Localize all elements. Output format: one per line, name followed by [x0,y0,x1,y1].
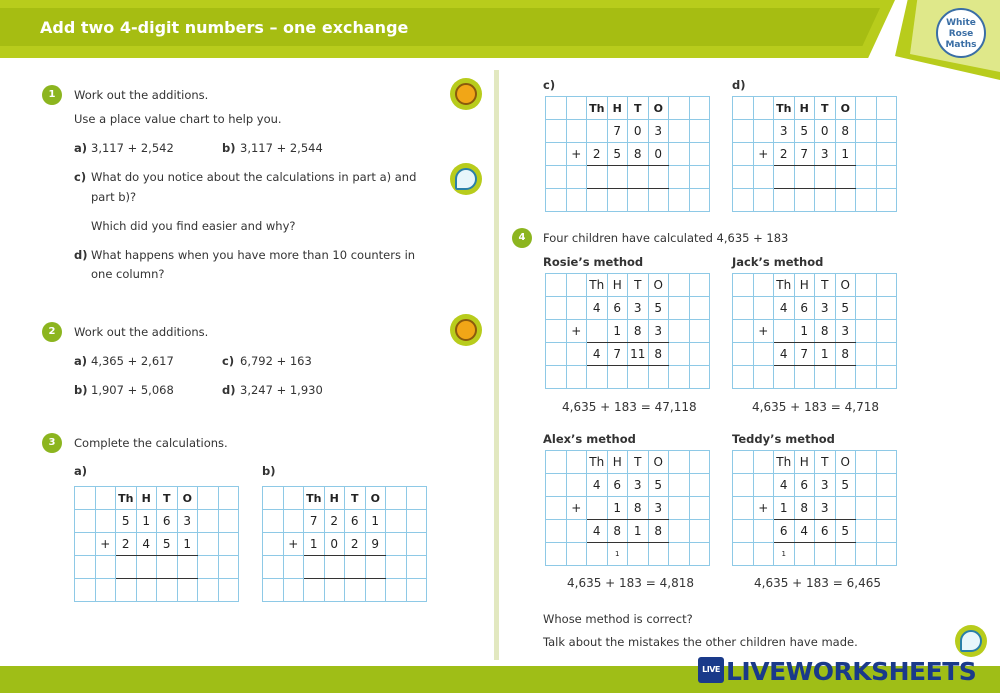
discussion-icon [955,625,987,657]
header-t: T [815,451,836,474]
q1c-label: c) [74,170,87,184]
plus-sign: + [283,533,304,556]
header-h: H [607,451,628,474]
digit-cell: 1 [774,497,795,520]
digit-cell: 1 [365,510,386,533]
header-o: O [365,487,386,510]
digit-cell: 4 [587,474,608,497]
question-3-number: 3 [42,433,62,453]
logo-line-3: Maths [945,40,977,50]
page-title: Add two 4-digit numbers – one exchange [40,18,409,37]
result-cell: 4 [587,520,608,543]
result-cell: 1 [628,520,649,543]
digit-cell: 4 [587,297,608,320]
result-cell: 4 [794,520,815,543]
digit-cell: 2 [345,533,366,556]
q2c-text: 6,792 + 163 [240,354,312,368]
digit-cell: 6 [157,510,178,533]
header-h: H [607,97,628,120]
q3a-place-value-grid [74,486,239,602]
header-th: Th [774,274,795,297]
digit-cell: 6 [607,474,628,497]
q1b-text: 3,117 + 2,544 [240,141,323,155]
q1d-line2: one column? [91,267,165,281]
result-cell: 4 [774,343,795,366]
header-th: Th [587,274,608,297]
header-h: H [324,487,345,510]
digit-cell: 4 [774,297,795,320]
digit-cell: 6 [794,297,815,320]
digit-cell: 8 [815,320,836,343]
carry-cell [774,366,795,389]
digit-cell: 1 [177,533,198,556]
digit-cell: 1 [835,143,856,166]
header-o: O [648,97,669,120]
answer-cell[interactable] [304,556,325,579]
plus-sign: + [566,143,587,166]
q3b-label: b) [262,464,276,478]
jack-equation: 4,635 + 183 = 4,718 [752,400,879,414]
answer-cell[interactable] [815,166,836,189]
header-o: O [835,451,856,474]
header-t: T [815,97,836,120]
rosie-equation: 4,635 + 183 = 47,118 [562,400,697,414]
white-rose-maths-logo [936,8,986,58]
carry-cell: 1 [774,543,795,566]
digit-cell: 1 [607,497,628,520]
digit-cell: 8 [628,497,649,520]
header-t: T [628,451,649,474]
digit-cell: 3 [815,143,836,166]
digit-cell: 3 [835,320,856,343]
digit-cell [774,320,795,343]
answer-cell[interactable] [177,556,198,579]
alex-grid [545,450,710,566]
q1-hint: Use a place value chart to help you. [74,112,282,126]
header-th: Th [587,451,608,474]
digit-cell: 3 [815,497,836,520]
header-h: H [136,487,157,510]
q3b-place-value-grid [262,486,427,602]
q2b-label: b) [74,383,88,397]
teddy-method-title: Teddy’s method [732,432,835,446]
rosie-grid [545,273,710,389]
q1c-followup: Which did you find easier and why? [91,219,296,233]
q3-prompt: Complete the calculations. [74,436,228,450]
q2a-label: a) [74,354,88,368]
header-o: O [835,97,856,120]
q3c-place-value-grid [545,96,710,212]
header-t: T [345,487,366,510]
answer-cell[interactable] [324,556,345,579]
answer-cell[interactable] [628,166,649,189]
answer-cell[interactable] [774,166,795,189]
plus-sign: + [566,497,587,520]
q3d-label: d) [732,78,746,92]
digit-cell: 3 [177,510,198,533]
q2a-text: 4,365 + 2,617 [91,354,174,368]
q1-prompt: Work out the additions. [74,88,209,102]
header-o: O [648,451,669,474]
header-t: T [628,97,649,120]
digit-cell: 7 [607,120,628,143]
digit-cell: 2 [116,533,137,556]
digit-cell: 5 [157,533,178,556]
digit-cell: 3 [648,320,669,343]
q1d-label: d) [74,248,88,262]
plus-sign: + [566,320,587,343]
alex-equation: 4,635 + 183 = 4,818 [567,576,694,590]
digit-cell: 1 [794,320,815,343]
digit-cell: 8 [628,320,649,343]
answer-cell[interactable] [365,556,386,579]
rosie-method-title: Rosie’s method [543,255,644,269]
digit-cell: 3 [815,297,836,320]
answer-cell[interactable] [587,166,608,189]
header-o: O [177,487,198,510]
answer-cell[interactable] [794,166,815,189]
digit-cell: 0 [648,143,669,166]
digit-cell: 8 [628,143,649,166]
digit-cell: 2 [324,510,345,533]
header-th: Th [587,97,608,120]
plus-sign: + [753,320,774,343]
digit-cell: 3 [648,120,669,143]
column-divider [494,70,499,660]
digit-cell: 5 [648,474,669,497]
digit-cell: 5 [835,297,856,320]
answer-cell[interactable] [136,556,157,579]
digit-cell: 3 [648,497,669,520]
result-cell: 8 [648,520,669,543]
q1b-label: b) [222,141,236,155]
answer-cell[interactable] [157,556,178,579]
digit-cell: 1 [607,320,628,343]
digit-cell: 4 [774,474,795,497]
q1c-line1: What do you notice about the calculations in part a) and [91,170,417,184]
result-cell: 5 [835,520,856,543]
digit-cell: 5 [835,474,856,497]
digit-cell: 3 [628,297,649,320]
header-h: H [794,451,815,474]
digit-cell: 2 [587,143,608,166]
q4-prompt: Four children have calculated 4,635 + 183 [543,231,789,245]
digit-cell [587,320,608,343]
header-h: H [794,274,815,297]
teddy-grid [732,450,897,566]
q2c-label: c) [222,354,235,368]
digit-cell: 3 [774,120,795,143]
digit-cell: 7 [794,143,815,166]
plus-sign: + [753,143,774,166]
answer-cell[interactable] [835,166,856,189]
digit-cell: 8 [794,497,815,520]
result-cell: 1 [815,343,836,366]
q1a-label: a) [74,141,88,155]
counters-icon [450,78,482,110]
digit-cell: 1 [304,533,325,556]
header-o: O [648,274,669,297]
header-o: O [835,274,856,297]
digit-cell: 6 [794,474,815,497]
header-h: H [794,97,815,120]
liveworksheets-badge-icon: LIVE [698,657,724,683]
result-cell: 6 [815,520,836,543]
liveworksheets-logo[interactable] [698,657,976,686]
q2d-text: 3,247 + 1,930 [240,383,323,397]
carry-cell: 1 [607,543,628,566]
result-cell: 8 [607,520,628,543]
header-th: Th [304,487,325,510]
header-t: T [815,274,836,297]
jack-method-title: Jack’s method [732,255,824,269]
digit-cell: 3 [628,474,649,497]
result-cell: 8 [835,343,856,366]
digit-cell: 5 [648,297,669,320]
digit-cell: 1 [136,510,157,533]
digit-cell: 7 [304,510,325,533]
digit-cell: 6 [345,510,366,533]
digit-cell: 0 [628,120,649,143]
digit-cell: 9 [365,533,386,556]
q2b-text: 1,907 + 5,068 [91,383,174,397]
header-th: Th [774,97,795,120]
alex-method-title: Alex’s method [543,432,636,446]
digit-cell: 6 [607,297,628,320]
q3a-label: a) [74,464,88,478]
plus-sign: + [95,533,116,556]
q1d-line1: What happens when you have more than 10 counters in [91,248,416,262]
q3c-label: c) [543,78,556,92]
digit-cell: 4 [136,533,157,556]
question-2-number: 2 [42,322,62,342]
teddy-equation: 4,635 + 183 = 6,465 [754,576,881,590]
logo-line-1: White [946,18,976,28]
digit-cell: 2 [774,143,795,166]
q3d-place-value-grid [732,96,897,212]
header-t: T [628,274,649,297]
digit-cell: 8 [835,120,856,143]
header-th: Th [774,451,795,474]
digit-cell: 3 [815,474,836,497]
plus-sign: + [753,497,774,520]
result-cell: 7 [607,343,628,366]
q1c-line2: part b)? [91,190,137,204]
logo-line-2: Rose [948,29,974,39]
digit-cell: 0 [324,533,345,556]
result-cell: 4 [587,343,608,366]
question-1-number: 1 [42,85,62,105]
header-th: Th [116,487,137,510]
header-t: T [157,487,178,510]
q2d-label: d) [222,383,236,397]
liveworksheets-text: LIVEWORKSHEETS [726,657,977,686]
q1a-text: 3,117 + 2,542 [91,141,174,155]
digit-cell [835,497,856,520]
result-cell: 8 [648,343,669,366]
q4-followup: Talk about the mistakes the other children have made. [543,635,858,649]
question-4-number: 4 [512,228,532,248]
counters-icon [450,314,482,346]
header-h: H [607,274,628,297]
digit-cell: 5 [607,143,628,166]
discussion-icon [450,163,482,195]
digit-cell: 5 [116,510,137,533]
result-cell: 7 [794,343,815,366]
answer-cell[interactable] [607,166,628,189]
digit-cell [587,497,608,520]
answer-cell[interactable] [648,166,669,189]
result-cell: 6 [774,520,795,543]
answer-cell[interactable] [345,556,366,579]
digit-cell: 5 [794,120,815,143]
q4-question: Whose method is correct? [543,612,693,626]
carry-cell [587,366,608,389]
q2-prompt: Work out the additions. [74,325,209,339]
result-cell: 11 [628,343,649,366]
answer-cell[interactable] [116,556,137,579]
digit-cell: 0 [815,120,836,143]
digit-cell [587,120,608,143]
jack-grid [732,273,897,389]
